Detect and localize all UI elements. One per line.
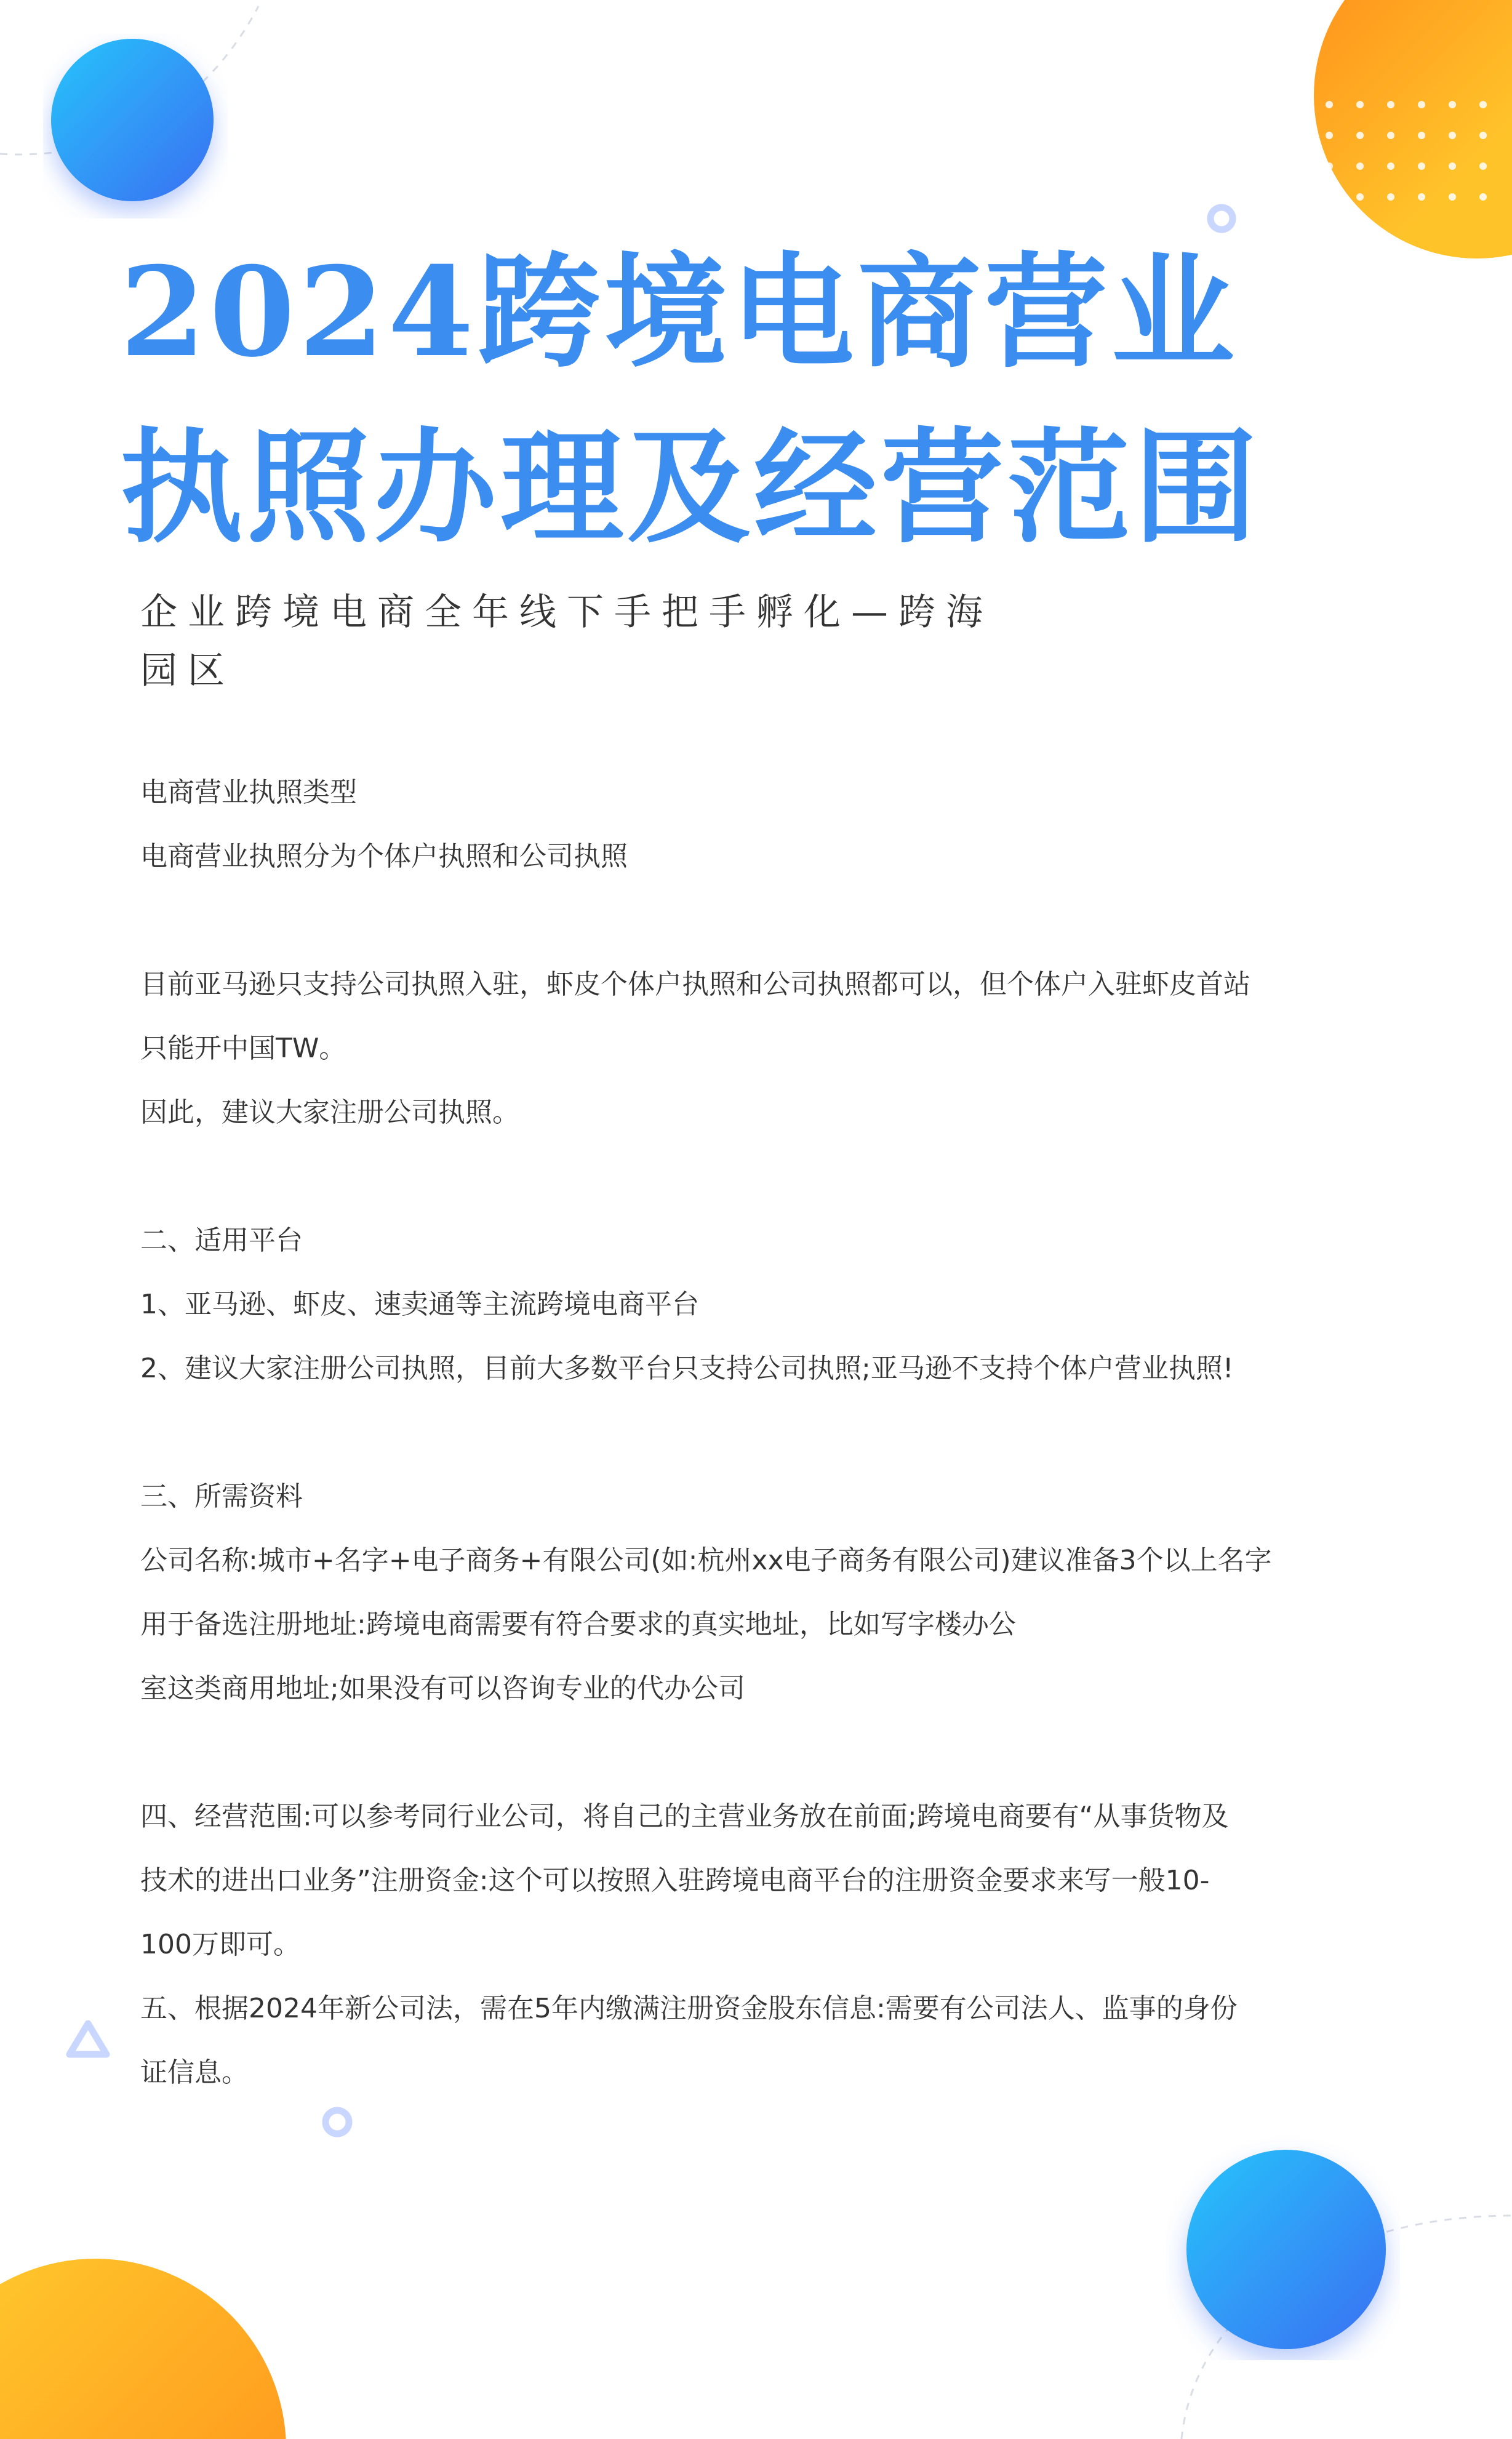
small-ring-bottom	[319, 2104, 356, 2141]
section-heading-materials: 三、所需资料	[140, 1481, 303, 1512]
title-line-2: 执照办理及经营范围	[120, 417, 1262, 560]
paragraph: 因此，建议大家注册公司执照。	[140, 1097, 519, 1128]
spacer	[140, 1721, 1383, 1785]
paragraph: 室这类商用地址;如果没有可以咨询专业的代办公司	[140, 1673, 745, 1704]
paragraph: 只能开中国TW。	[140, 1033, 346, 1064]
paragraph: 技术的进出口业务”注册资金:这个可以按照入驻跨境电商平台的注册资金要求来写一般10-	[140, 1865, 1210, 1896]
spacer	[140, 1145, 1383, 1209]
bottom-right-blue-circle	[1166, 2126, 1400, 2360]
paragraph: 目前亚马逊只支持公司执照入驻，虾皮个体户执照和公司执照都可以，但个体户入驻虾皮首站	[140, 969, 1250, 1000]
paragraph: 证信息。	[140, 2057, 249, 2088]
paragraph: 电商营业执照分为个体户执照和公司执照	[140, 841, 628, 872]
paragraph: 用于备选注册地址:跨境电商需要有符合要求的真实地址，比如写字楼办公	[140, 1609, 1016, 1640]
page-title	[120, 225, 1443, 576]
top-right-orange-circle	[1255, 0, 1512, 258]
paragraph: 100万即可。	[140, 1929, 300, 1960]
paragraph: 四、经营范围:可以参考同行业公司，将自己的主营业务放在前面;跨境电商要有“从事货物及	[140, 1801, 1229, 1832]
article-body	[140, 761, 1383, 2105]
section-heading-platforms: 二、适用平台	[140, 1225, 303, 1256]
title-line-1-text: 跨境电商营业	[477, 241, 1238, 385]
spacer	[140, 889, 1383, 953]
subtitle-line-2: 园区	[140, 649, 235, 692]
title-year: 2024	[120, 240, 478, 385]
triangle-icon	[65, 2019, 114, 2062]
subtitle	[140, 583, 1033, 700]
spacer	[140, 1401, 1383, 1465]
subtitle-line-1: 企业跨境电商全年线下手把手孵化—跨海	[140, 591, 993, 634]
list-item: 1、亚马逊、虾皮、速卖通等主流跨境电商平台	[140, 1289, 699, 1320]
paragraph: 公司名称:城市+名字+电子商务+有限公司(如:杭州xx电子商务有限公司)建议准备3个以上名字	[140, 1545, 1272, 1576]
section-heading-license-type: 电商营业执照类型	[140, 777, 357, 808]
paragraph: 五、根据2024年新公司法，需在5年内缴满注册资金股东信息:需要有公司法人、监事的身份	[140, 1993, 1238, 2024]
list-item: 2、建议大家注册公司执照，目前大多数平台只支持公司执照;亚马逊不支持个体户营业执照!	[140, 1353, 1234, 1384]
bottom-left-orange-circle	[0, 2191, 295, 2439]
title-line-1	[120, 225, 1443, 401]
top-left-blue-circle	[43, 34, 228, 218]
